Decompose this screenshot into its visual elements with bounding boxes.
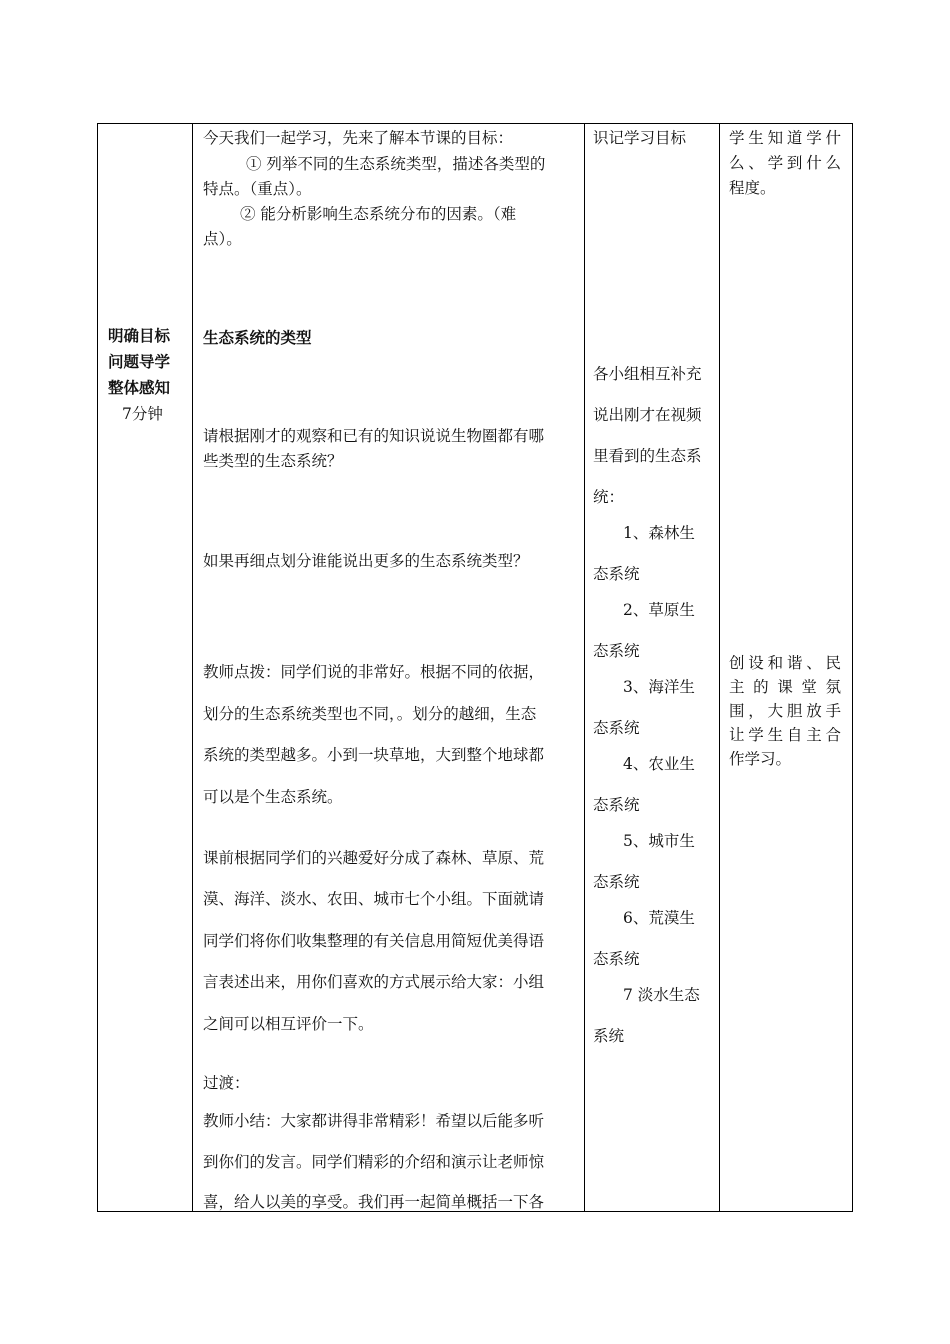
ecosystem-item: 1、森林生 [623, 524, 695, 542]
ecosystem-item-cont: 态系统 [593, 565, 640, 583]
goal-2-line-b: 点）。 [203, 230, 242, 248]
group-line-e: 之间可以相互评价一下。 [203, 1015, 374, 1033]
intent-1-line-c: 程度。 [729, 179, 776, 197]
student-task-line-b: 说出刚才在视频 [593, 406, 702, 424]
stage-line-3: 整体感知 [108, 378, 171, 397]
summary-line-b: 到你们的发言。同学们精彩的介绍和演示让老师惊 [203, 1153, 545, 1171]
ecosystem-item: 4、农业生 [623, 755, 695, 773]
summary-line-c: 喜，给人以美的享受。我们再一起简单概括一下各 [203, 1193, 545, 1211]
ecosystem-item: 3、海洋生 [623, 678, 695, 696]
ecosystem-item: 2、草原生 [623, 601, 695, 619]
ecosystem-item-cont: 态系统 [593, 796, 640, 814]
summary-line-a: 教师小结：大家都讲得非常精彩！希望以后能多听 [203, 1112, 545, 1130]
goal-1-line-a: ① 列举不同的生态系统类型，描述各类型的 [246, 155, 546, 173]
tip-line-c: 系统的类型越多。小到一块草地，大到整个地球都 [203, 746, 545, 764]
group-line-d: 言表述出来，用你们喜欢的方式展示给大家：小组 [203, 973, 545, 991]
tip-line-b: 划分的生态系统类型也不同，。划分的越细，生态 [203, 705, 537, 723]
tip-line-a: 教师点拨：同学们说的非常好。根据不同的依据， [203, 663, 545, 681]
stage-column [98, 124, 192, 1211]
ecosystem-item-cont: 态系统 [593, 873, 640, 891]
ecosystem-item: 6、荒漠生 [623, 909, 695, 927]
teacher-activity-column [194, 124, 584, 1211]
intent-2-line-b: 主的课堂氛 [729, 678, 841, 696]
intro-text: 今天我们一起学习，先来了解本节课的目标： [203, 129, 514, 147]
section-heading: 生态系统的类型 [203, 328, 312, 347]
design-intent-column [721, 124, 852, 1211]
ecosystem-item-cont: 态系统 [593, 642, 640, 660]
stage-line-2: 问题导学 [108, 352, 171, 371]
question-2: 如果再细点划分谁能说出更多的生态系统类型？ [203, 552, 529, 570]
question-1-line-a: 请根据刚才的观察和已有的知识说说生物圈都有哪 [203, 427, 545, 445]
ecosystem-item-cont: 态系统 [593, 950, 640, 968]
group-line-c: 同学们将你们收集整理的有关信息用简短优美得语 [203, 932, 545, 950]
goal-1-line-b: 特点。（重点）。 [203, 180, 312, 198]
question-1-line-b: 些类型的生态系统？ [203, 452, 343, 470]
column-divider [584, 124, 585, 1211]
stage-time: 7分钟 [122, 405, 163, 423]
tip-line-d: 可以是个生态系统。 [203, 788, 343, 806]
student-task-line-c: 里看到的生态系 [593, 447, 702, 465]
student-goal: 识记学习目标 [593, 129, 687, 147]
ecosystem-item: 5、城市生 [623, 832, 695, 850]
ecosystem-item-cont: 态系统 [593, 719, 640, 737]
student-task-line-d: 统： [593, 488, 625, 506]
column-divider [192, 124, 193, 1211]
group-line-a: 课前根据同学们的兴趣爱好分成了森林、草原、荒 [203, 849, 545, 867]
stage-line-1: 明确目标 [108, 326, 171, 345]
intent-1-line-a: 学生知道学什 [729, 129, 841, 147]
ecosystem-item-cont: 系统 [593, 1027, 625, 1045]
intent-2-line-d: 让学生自主合 [729, 726, 841, 744]
goal-2-line-a: ② 能分析影响生态系统分布的因素。（难 [240, 205, 517, 223]
column-divider [719, 124, 720, 1211]
student-activity-column [586, 124, 719, 1211]
student-task-line-a: 各小组相互补充 [593, 365, 702, 383]
intent-1-line-b: 么、学到什么 [729, 154, 841, 172]
intent-2-line-a: 创设和谐、民 [729, 654, 841, 672]
transition-label: 过渡： [203, 1074, 250, 1092]
intent-2-line-e: 作学习。 [729, 750, 792, 768]
intent-2-line-c: 围，大胆放手 [729, 702, 841, 720]
group-line-b: 漠、海洋、淡水、农田、城市七个小组。下面就请 [203, 890, 545, 908]
ecosystem-item: 7 淡水生态 [623, 986, 700, 1004]
lesson-plan-table [97, 123, 853, 1212]
